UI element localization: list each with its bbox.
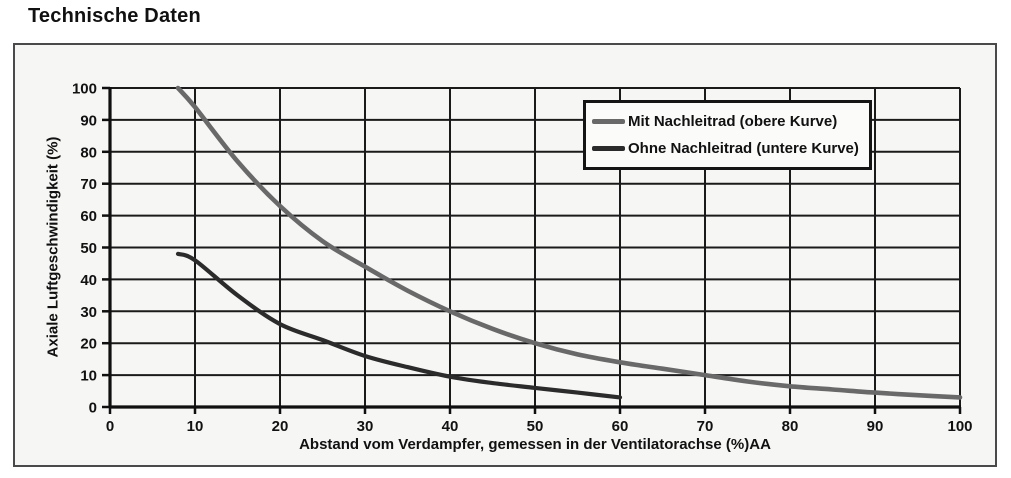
y-tick-label: 10 bbox=[80, 367, 97, 385]
y-tick-label: 40 bbox=[80, 271, 97, 289]
legend bbox=[583, 100, 872, 170]
legend-line-sample-upper bbox=[592, 119, 625, 124]
y-tick-label: 60 bbox=[80, 208, 97, 226]
y-tick-label: 20 bbox=[80, 335, 97, 353]
legend-item bbox=[592, 140, 863, 157]
x-tick-label: 60 bbox=[611, 418, 629, 435]
x-tick-label: 0 bbox=[105, 418, 115, 435]
y-tick-label: 30 bbox=[80, 303, 97, 321]
x-tick-label: 90 bbox=[866, 418, 884, 435]
y-tick-label: 70 bbox=[80, 176, 97, 194]
x-tick-label: 40 bbox=[441, 418, 459, 435]
x-tick-label: 30 bbox=[356, 418, 374, 435]
x-tick-label: 20 bbox=[271, 418, 289, 435]
legend-label-lower: Ohne Nachleitrad (untere Kurve) bbox=[628, 140, 859, 157]
y-tick-label: 100 bbox=[71, 80, 97, 98]
figure-box bbox=[13, 43, 997, 467]
x-tick-label: 70 bbox=[696, 418, 714, 435]
x-tick-label: 100 bbox=[947, 418, 973, 435]
x-axis-title: Abstand vom Verdampfer, gemessen in der Ventilatorachse (%)AA bbox=[299, 436, 771, 453]
x-tick-label: 80 bbox=[781, 418, 799, 435]
page-title: Technische Daten bbox=[28, 5, 201, 27]
x-tick-label: 10 bbox=[186, 418, 204, 435]
legend-item bbox=[592, 113, 863, 130]
x-tick-label: 50 bbox=[526, 418, 544, 435]
y-tick-label: 80 bbox=[80, 144, 97, 162]
y-tick-label: 50 bbox=[80, 240, 97, 257]
y-tick-label: 0 bbox=[88, 399, 97, 417]
y-tick-label: 90 bbox=[80, 112, 97, 130]
legend-label-upper: Mit Nachleitrad (obere Kurve) bbox=[628, 113, 838, 130]
legend-line-sample-lower bbox=[592, 146, 625, 151]
y-axis-title: Axiale Luftgeschwindigkeit (%) bbox=[44, 136, 62, 358]
